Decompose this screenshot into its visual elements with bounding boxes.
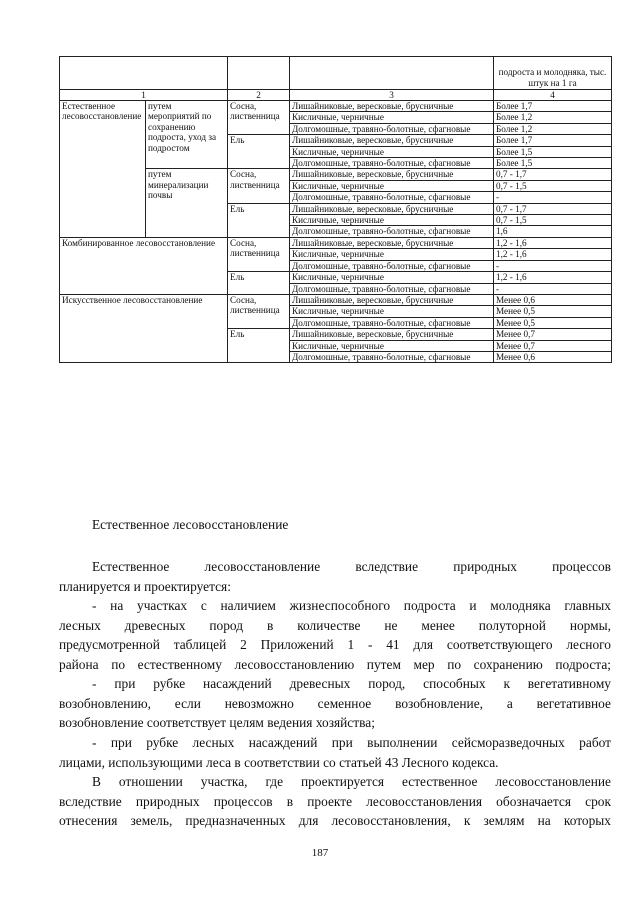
col-number: 3 <box>290 90 494 101</box>
method-cell: Комбинированное лесовосстановление <box>60 237 228 294</box>
density-cell: Менее 0,6 <box>494 294 612 305</box>
density-cell: - <box>494 260 612 271</box>
density-cell: Менее 0,5 <box>494 306 612 317</box>
paragraph-line: планируется и проектируется: <box>59 578 231 594</box>
density-cell: Более 1,7 <box>494 135 612 146</box>
forest-type-cell: Долгомошные, травяно-болотные, сфагновые <box>290 226 494 237</box>
density-cell: Менее 0,5 <box>494 317 612 328</box>
species-cell: Ель <box>228 329 290 363</box>
species-cell: Сосна, лиственница <box>228 294 290 328</box>
header-cell-2 <box>228 57 290 90</box>
forest-type-cell: Лишайниковые, вересковые, брусничные <box>290 169 494 180</box>
paragraph-line: В отношении участка, где проектируется естественное лесовосстановление <box>92 774 611 789</box>
word: природных <box>453 559 517 574</box>
paragraph-line: - при рубке насаждений древесных пород, способных к вегетативному <box>92 676 611 691</box>
paragraph-line: лесных древесных пород в количестве не менее полуторной нормы, <box>59 617 611 633</box>
paragraph-bullet-1 <box>59 596 611 674</box>
forest-type-cell: Долгомошные, травяно-болотные, сфагновые <box>290 283 494 294</box>
species-cell: Сосна, лиственница <box>228 169 290 203</box>
table-row <box>60 294 612 305</box>
table-row <box>60 237 612 248</box>
reforestation-table <box>59 56 612 363</box>
species-cell: Ель <box>228 203 290 237</box>
section-heading: Естественное лесовосстановление <box>92 517 289 532</box>
header-cell-4: подроста и молодняка, тыс. штук на 1 га <box>494 57 612 90</box>
forest-type-cell: Долгомошные, травяно-болотные, сфагновые <box>290 260 494 271</box>
species-cell: Сосна, лиственница <box>228 101 290 135</box>
density-cell: 1,2 - 1,6 <box>494 237 612 248</box>
column-number-row <box>60 90 612 101</box>
density-cell: - <box>494 283 612 294</box>
word: Естественное <box>92 559 170 574</box>
forest-type-cell: Кисличные, черничные <box>290 272 494 283</box>
col-number: 4 <box>494 90 612 101</box>
table-row <box>60 101 612 112</box>
word: вследствие <box>355 559 419 574</box>
forest-type-cell: Долгомошные, травяно-болотные, сфагновые <box>290 192 494 203</box>
forest-type-cell: Кисличные, черничные <box>290 180 494 191</box>
forest-type-cell: Долгомошные, травяно-болотные, сфагновые <box>290 317 494 328</box>
forest-type-cell: Кисличные, черничные <box>290 112 494 123</box>
paragraph-line: возобновлению, если невозможно семенное возобновление, а вегетативное <box>59 695 611 711</box>
page-number: 187 <box>311 847 329 859</box>
density-cell: Менее 0,7 <box>494 329 612 340</box>
forest-type-cell: Кисличные, черничные <box>290 340 494 351</box>
density-cell: 0,7 - 1,7 <box>494 169 612 180</box>
forest-type-cell: Лишайниковые, вересковые, брусничные <box>290 237 494 248</box>
species-cell: Ель <box>228 272 290 295</box>
submethod-cell: путем минерализации почвы <box>146 169 228 237</box>
forest-type-cell: Кисличные, черничные <box>290 215 494 226</box>
method-cell: Естественное лесовосстановление <box>60 101 146 238</box>
word: лесовосстановление <box>204 559 321 574</box>
paragraph-bullet-2 <box>59 674 611 733</box>
forest-type-cell: Долгомошные, травяно-болотные, сфагновые <box>290 158 494 169</box>
paragraph-line: вследствие природных процессов в проекте лесовосстановления обозначается срок <box>59 793 611 809</box>
species-cell: Сосна, лиственница <box>228 237 290 271</box>
species-cell: Ель <box>228 135 290 169</box>
density-cell: Более 1,5 <box>494 158 612 169</box>
paragraph-line: отнесения земель, предназначенных для лесовосстановления, к землям на которых <box>59 813 611 828</box>
density-cell: Менее 0,7 <box>494 340 612 351</box>
forest-type-cell: Долгомошные, травяно-болотные, сфагновые <box>290 351 494 362</box>
density-cell: 0,7 - 1,5 <box>494 215 612 226</box>
forest-type-cell: Лишайниковые, вересковые, брусничные <box>290 329 494 340</box>
paragraph-final <box>59 772 611 831</box>
paragraph-line: предусмотренной таблицей 2 Приложений 1 - 41 для соответствующего лесного <box>59 637 611 652</box>
header-cell-1 <box>60 57 228 90</box>
method-cell: Искусственное лесовосстановление <box>60 294 228 362</box>
density-cell: Более 1,2 <box>494 112 612 123</box>
paragraph-intro <box>59 557 611 596</box>
density-cell: Более 1,2 <box>494 123 612 134</box>
col-number: 1 <box>60 90 228 101</box>
forest-type-cell: Лишайниковые, вересковые, брусничные <box>290 203 494 214</box>
density-cell: 0,7 - 1,7 <box>494 203 612 214</box>
density-cell: Более 1,7 <box>494 101 612 112</box>
density-cell: 1,2 - 1,6 <box>494 249 612 260</box>
forest-type-cell: Лишайниковые, вересковые, брусничные <box>290 101 494 112</box>
forest-type-cell: Кисличные, черничные <box>290 306 494 317</box>
forest-type-cell: Кисличные, черничные <box>290 146 494 157</box>
paragraph-line: возобновление соответствует целям ведения хозяйства; <box>59 715 375 730</box>
density-cell: 1,6 <box>494 226 612 237</box>
density-cell: Более 1,5 <box>494 146 612 157</box>
forest-type-cell: Долгомошные, травяно-болотные, сфагновые <box>290 123 494 134</box>
submethod-cell: путем мероприятий по сохранению подроста, уход за подростом <box>146 101 228 169</box>
paragraph-line: района по естественному лесовосстановлению путем мер по сохранению подроста; <box>59 656 611 672</box>
word: процессов <box>552 559 611 574</box>
density-cell: - <box>494 192 612 203</box>
col-number: 2 <box>228 90 290 101</box>
forest-type-cell: Лишайниковые, вересковые, брусничные <box>290 135 494 146</box>
paragraph-line: - при рубке лесных насаждений при выполнении сейсморазведочных работ <box>92 735 611 750</box>
header-cell-3 <box>290 57 494 90</box>
paragraph-line: лицами, использующими леса в соответствии со статьей 43 Лесного кодекса. <box>59 754 499 770</box>
paragraph-bullet-3 <box>59 733 611 772</box>
table-header-row <box>60 57 612 90</box>
density-cell: Менее 0,6 <box>494 351 612 362</box>
density-cell: 1,2 - 1,6 <box>494 272 612 283</box>
paragraph-line: - на участках с наличием жизнеспособного подроста и молодняка главных <box>92 598 611 613</box>
paragraph-line <box>59 557 611 577</box>
density-cell: 0,7 - 1,5 <box>494 180 612 191</box>
forest-type-cell: Кисличные, черничные <box>290 249 494 260</box>
forest-type-cell: Лишайниковые, вересковые, брусничные <box>290 294 494 305</box>
